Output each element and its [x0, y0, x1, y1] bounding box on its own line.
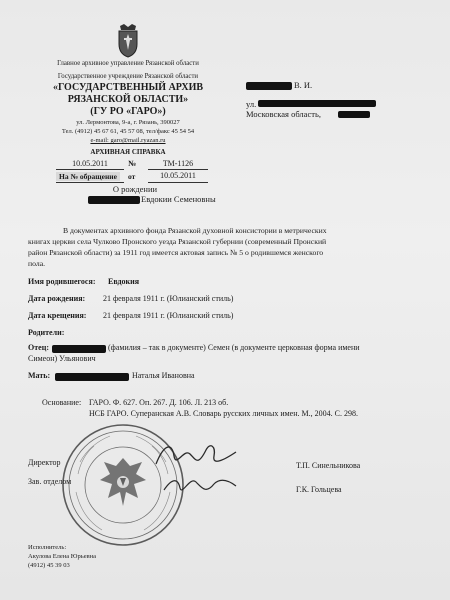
- request-date-underline: [148, 182, 208, 183]
- archive-short-name: (ГУ РО «ГАРО»): [90, 106, 166, 117]
- archive-name-line1: «ГОСУДАРСТВЕННЫЙ АРХИВ: [52, 82, 204, 93]
- head-of-department-name: Г.К. Гольцева: [296, 485, 342, 494]
- archive-name-line2: РЯЗАНСКОЙ ОБЛАСТИ»: [67, 94, 189, 105]
- head-of-department-label: Зав. отделом: [28, 477, 72, 486]
- director-name: Т.П. Синельникова: [296, 461, 361, 470]
- recipient-initials: В. И.: [294, 80, 313, 90]
- parents-label: Родители:: [28, 328, 65, 337]
- director-signature-icon: [150, 438, 240, 474]
- body-line2: книгах церкви села Чулково Пронского уезда Рязанской губернии (современный Пронский: [28, 237, 327, 246]
- subject-line1: О рождении: [112, 184, 158, 194]
- father-value-line2: Симеон) Ульянович: [28, 354, 96, 363]
- executor-name: Акулова Елена Юрьевна: [28, 553, 97, 560]
- recipient-region: Московская область,: [246, 109, 321, 119]
- coat-of-arms-icon: [116, 24, 140, 58]
- body-line3: район Рязанской области) за 1911 год имеется актовая запись № 5 о родившемся женского: [28, 248, 324, 257]
- document-date: 10.05.2011: [72, 159, 108, 168]
- redaction-mother-surname: [55, 373, 129, 381]
- body-line1: В документах архивного фонда Рязанской духовной консистории в метрических: [63, 226, 327, 235]
- baptism-date-value: 21 февраля 1911 г. (Юлианский стиль): [103, 311, 234, 320]
- number-sign: №: [128, 159, 137, 168]
- redaction-recipient-town: [338, 111, 370, 118]
- baptism-date-label: Дата крещения:: [28, 311, 87, 320]
- head-signature-icon: [160, 470, 240, 500]
- redaction-recipient-street: [258, 100, 376, 107]
- institution-type: Государственное учреждение Рязанской области: [57, 73, 199, 80]
- request-underline: [56, 182, 124, 183]
- archive-email: e-mail: garo@mail.ryazan.ru: [90, 137, 166, 144]
- father-label: Отец:: [28, 343, 49, 352]
- birth-date-value: 21 февраля 1911 г. (Юлианский стиль): [103, 294, 234, 303]
- recipient-street-prefix: ул.: [246, 99, 257, 109]
- director-label: Директор: [28, 458, 61, 467]
- document-number: ТМ-1126: [162, 159, 194, 168]
- basis-line2: НСБ ГАРО. Суперанская А.В. Словарь русских личных имен. М., 2004. С. 298.: [89, 409, 358, 418]
- mother-value: Наталья Ивановна: [132, 371, 195, 380]
- father-value: (фамилия – так в документе) Семен (в документе церковная форма имени: [108, 343, 360, 352]
- date-underline: [56, 169, 124, 170]
- basis-label: Основание:: [42, 398, 82, 407]
- executor-phone: (4912) 45 39 03: [28, 562, 70, 569]
- birth-date-label: Дата рождения:: [28, 294, 86, 303]
- document-type: АРХИВНАЯ СПРАВКА: [90, 148, 166, 156]
- newborn-value: Евдокия: [108, 277, 140, 286]
- request-date: 10.05.2011: [160, 171, 196, 180]
- subject-line2: Евдокии Семеновны: [141, 194, 216, 204]
- redaction-subject-surname: [88, 196, 140, 204]
- on-request-label: На № обращение: [56, 172, 120, 181]
- newborn-label: Имя родившегося:: [28, 277, 96, 286]
- redaction-father-surname: [52, 345, 106, 353]
- archive-phone: Тел. (4912) 45 67 61, 45 57 08, тел/факс 45 54 54: [61, 128, 195, 135]
- from-label: от: [128, 172, 136, 181]
- number-underline: [148, 169, 208, 170]
- redaction-recipient-surname: [246, 82, 292, 90]
- executor-label: Исполнитель:: [28, 544, 67, 551]
- basis-line1: ГАРО. Ф. 627. Оп. 267. Д. 106. Л. 213 об.: [89, 398, 229, 407]
- mother-label: Мать:: [28, 371, 51, 380]
- body-line4: пола.: [28, 259, 46, 268]
- directorate-name: Главное архивное управление Рязанской области: [57, 60, 199, 67]
- archive-address: ул. Лермонтова, 9-а, г. Рязань, 390027: [76, 119, 180, 126]
